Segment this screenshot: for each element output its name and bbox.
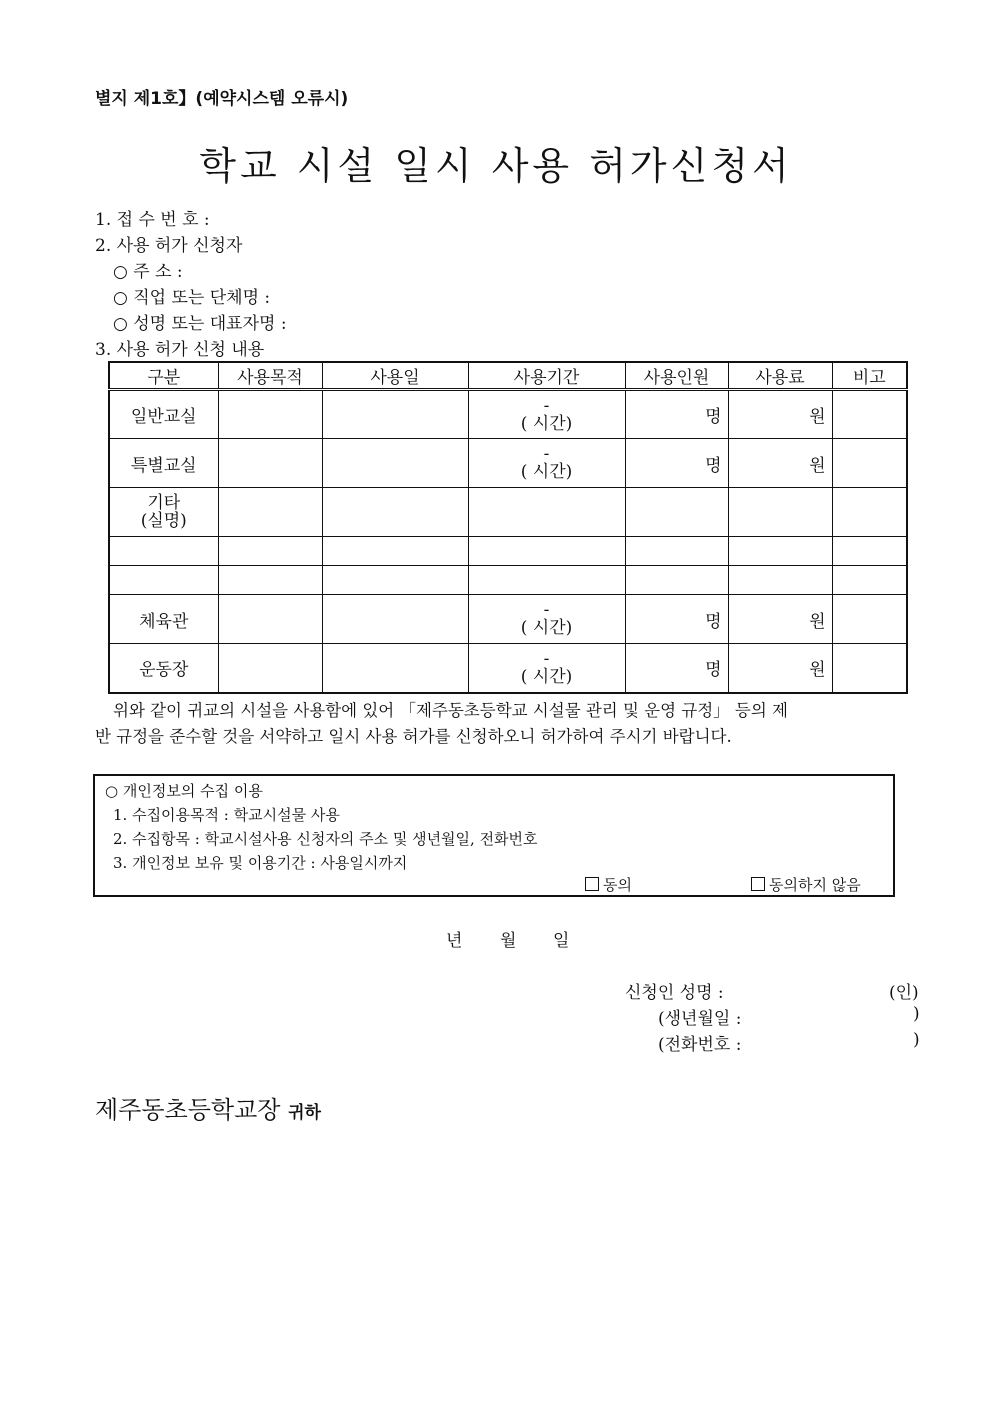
table-row [109,644,907,693]
representative-name-field: ○ 성명 또는 대표자명 : [113,314,287,334]
consent-item-3: 3. 개인정보 보유 및 이용기간 : 사용일시까지 [113,854,408,872]
header-note: 비고 [832,362,907,390]
period-hours: ( 시간) [520,413,573,434]
date-month: 월 [500,931,517,951]
consent-item-1: 1. 수집이용목적 : 학교시설물 사용 [113,806,340,824]
fee-cell[interactable] [728,595,832,644]
people-cell[interactable] [625,439,728,488]
date-cell[interactable] [322,595,468,644]
purpose-cell[interactable] [218,390,322,439]
period-cell[interactable] [468,390,625,439]
fee-cell[interactable] [728,566,832,595]
period-cell[interactable] [468,566,625,595]
people-unit: 명 [705,660,722,681]
header-period: 사용기간 [468,362,625,390]
purpose-cell[interactable] [218,439,322,488]
agree-checkbox[interactable] [585,877,599,891]
phone-label: (전화번호 : [658,1035,742,1055]
table-row [109,566,907,595]
header-category: 구분 [109,362,218,390]
addressee [95,1090,321,1125]
table-header-row [109,362,907,390]
date-year: 년 [446,931,463,951]
people-unit: 명 [705,455,722,476]
period-cell[interactable] [468,439,625,488]
row-label: 특별교실 [109,439,218,488]
disagree-label: 동의하지 않음 [769,876,861,894]
table-row [109,537,907,566]
people-cell[interactable] [625,537,728,566]
consent-item-2: 2. 수집항목 : 학교시설사용 신청자의 주소 및 생년월일, 전화번호 [113,830,538,848]
row-label: 일반교실 [109,390,218,439]
note-cell[interactable] [832,566,907,595]
period-dash: - [543,395,550,416]
consent-heading: ○ 개인정보의 수집 이용 [105,782,263,800]
birthdate-close: ) [913,1004,920,1024]
period-cell[interactable] [468,644,625,693]
people-cell[interactable] [625,595,728,644]
people-cell[interactable] [625,390,728,439]
note-cell[interactable] [832,595,907,644]
header-purpose: 사용목적 [218,362,322,390]
date-cell[interactable] [322,644,468,693]
people-cell[interactable] [625,644,728,693]
people-cell[interactable] [625,488,728,537]
people-cell[interactable] [625,566,728,595]
occupation-field: ○ 직업 또는 단체명 : [113,288,271,308]
period-dash: - [543,600,550,620]
row-label [109,488,218,537]
row-label-cell[interactable] [109,537,218,566]
table-row [109,488,907,537]
purpose-cell[interactable] [218,644,322,693]
applicant-heading: 2. 사용 허가 신청자 [95,236,243,256]
note-cell[interactable] [832,488,907,537]
period-dash: - [543,444,550,464]
header-fee: 사용료 [728,362,832,390]
row-label-specify: (실명) [140,511,187,531]
note-cell[interactable] [832,390,907,439]
purpose-cell[interactable] [218,595,322,644]
period-hours: ( 시간) [520,666,573,687]
fee-unit: 원 [809,407,826,427]
disagree-checkbox[interactable] [751,877,765,891]
fee-cell[interactable] [728,439,832,488]
people-unit: 명 [705,407,722,427]
fee-unit: 원 [809,455,826,476]
pledge-line-2: 반 규정을 준수할 것을 서약하고 일시 사용 허가를 신청하오니 허가하여 주시기 바랍니다. [95,727,732,746]
header-people: 사용인원 [625,362,728,390]
row-label-other: 기타 [147,493,181,513]
fee-unit: 원 [809,660,826,681]
address-field: ○ 주 소 : [113,262,183,282]
agree-label: 동의 [603,876,632,894]
period-cell[interactable] [468,537,625,566]
date-cell[interactable] [322,537,468,566]
request-heading: 3. 사용 허가 신청 내용 [95,340,265,360]
receipt-number-field: 1. 접 수 번 호 : [95,210,210,230]
birthdate-label: (생년월일 : [658,1009,742,1029]
fee-cell[interactable] [728,488,832,537]
header-date: 사용일 [322,362,468,390]
page-title: 학교 시설 일시 사용 허가신청서 [199,144,793,188]
addressee-name: 제주동초등학교장 [95,1096,281,1124]
fee-cell[interactable] [728,390,832,439]
note-cell[interactable] [832,439,907,488]
people-unit: 명 [705,611,722,632]
date-cell[interactable] [322,390,468,439]
purpose-cell[interactable] [218,488,322,537]
date-cell[interactable] [322,566,468,595]
table-row [109,390,907,439]
note-cell[interactable] [832,537,907,566]
form-number-label: 별지 제1호】(예약시스템 오류시) [95,89,349,109]
purpose-cell[interactable] [218,566,322,595]
row-label: 체육관 [109,595,218,644]
period-hours: ( 시간) [520,618,573,638]
privacy-consent-box [93,774,895,897]
row-label: 운동장 [109,644,218,693]
date-cell[interactable] [322,439,468,488]
fee-cell[interactable] [728,644,832,693]
table-row [109,595,907,644]
period-hours: ( 시간) [520,462,573,482]
agree-option[interactable] [585,874,632,895]
purpose-cell[interactable] [218,537,322,566]
applicant-name-label: 신청인 성명 : [625,983,724,1003]
table-row [109,439,907,488]
phone-close: ) [913,1030,920,1050]
note-cell[interactable] [832,644,907,693]
disagree-option[interactable] [751,874,861,895]
pledge-line-1: 위와 같이 귀교의 시설을 사용함에 있어 「제주동초등학교 시설물 관리 및 운영 규정」 등의 제 [113,701,788,720]
addressee-suffix: 귀하 [288,1103,321,1123]
fee-cell[interactable] [728,537,832,566]
period-cell[interactable] [468,595,625,644]
period-dash: - [543,648,550,669]
seal-mark: (인) [889,983,919,1003]
date-day: 일 [553,931,570,951]
period-cell[interactable] [468,488,625,537]
fee-unit: 원 [809,611,826,632]
date-cell[interactable] [322,488,468,537]
row-label-cell[interactable] [109,566,218,595]
usage-request-table [108,361,908,694]
